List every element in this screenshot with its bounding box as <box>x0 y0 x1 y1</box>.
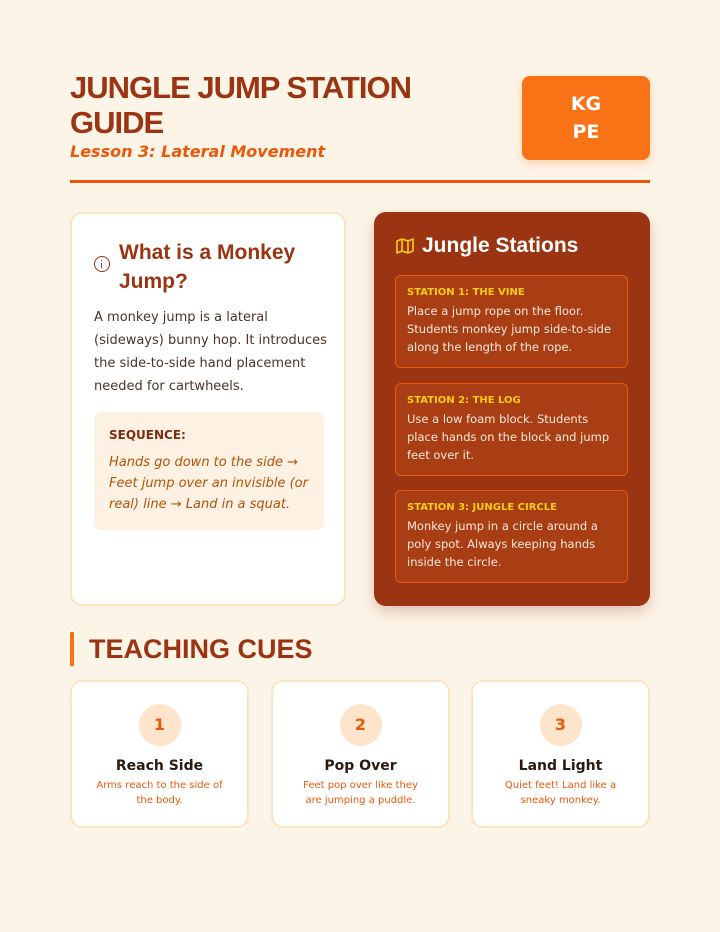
sequence-label: SEQUENCE: <box>109 428 186 442</box>
cue-card <box>271 680 450 828</box>
station-card <box>395 275 628 368</box>
cue-number: 3 <box>540 704 582 746</box>
stations-card-title: Jungle Stations <box>422 234 579 257</box>
lesson-subtitle: Lesson 3: Lateral Movement <box>70 142 326 161</box>
info-card-title: What is a Monkey Jump? <box>119 241 296 293</box>
cue-number: 2 <box>340 704 382 746</box>
map-icon <box>396 238 414 254</box>
info-icon <box>94 256 110 272</box>
badge-grade: KG <box>570 93 602 115</box>
station-text: Place a jump rope on the floor. Students monkey jump side-to-side along the length of the rope. <box>407 304 612 354</box>
cue-card <box>471 680 650 828</box>
grade-badge <box>522 76 650 160</box>
info-card-body: A monkey jump is a lateral (sideways) bunny hop. It introduces the side-to-side hand placement needed for cartwheels. <box>94 310 327 394</box>
station-label: STATION 2: THE LOG <box>407 395 521 406</box>
cue-description: Quiet feet! Land like a sneaky monkey. <box>504 780 617 806</box>
sequence-box <box>94 412 324 530</box>
cue-card <box>70 680 249 828</box>
station-text: Monkey jump in a circle around a poly spot. Always keeping hands inside the circle. <box>407 519 598 569</box>
badge-subject: PE <box>572 121 600 143</box>
teaching-cues-heading: TEACHING CUES <box>70 632 313 666</box>
jungle-stations-card <box>374 212 650 606</box>
cue-description: Feet pop over like they are jumping a puddle. <box>303 780 418 806</box>
header <box>70 70 650 182</box>
station-card <box>395 383 628 476</box>
page-title: JUNGLE JUMP STATION GUIDE <box>70 70 411 140</box>
cue-number: 1 <box>139 704 181 746</box>
cue-title: Reach Side <box>115 758 204 774</box>
stations-card-header <box>396 234 578 258</box>
station-card <box>395 490 628 583</box>
station-label: STATION 1: THE VINE <box>407 287 525 298</box>
station-text: Use a low foam block. Students place hands on the block and jump feet over it. <box>407 412 610 462</box>
cue-description: Arms reach to the side of the body. <box>96 780 223 806</box>
header-divider <box>70 180 650 183</box>
station-label: STATION 3: JUNGLE CIRCLE <box>407 502 557 513</box>
monkey-jump-card <box>70 212 346 606</box>
sequence-text: Hands go down to the side → Feet jump over an invisible (or real) line → Land in a squat. <box>109 455 308 512</box>
cue-title: Pop Over <box>324 758 397 774</box>
cue-title: Land Light <box>518 758 603 774</box>
